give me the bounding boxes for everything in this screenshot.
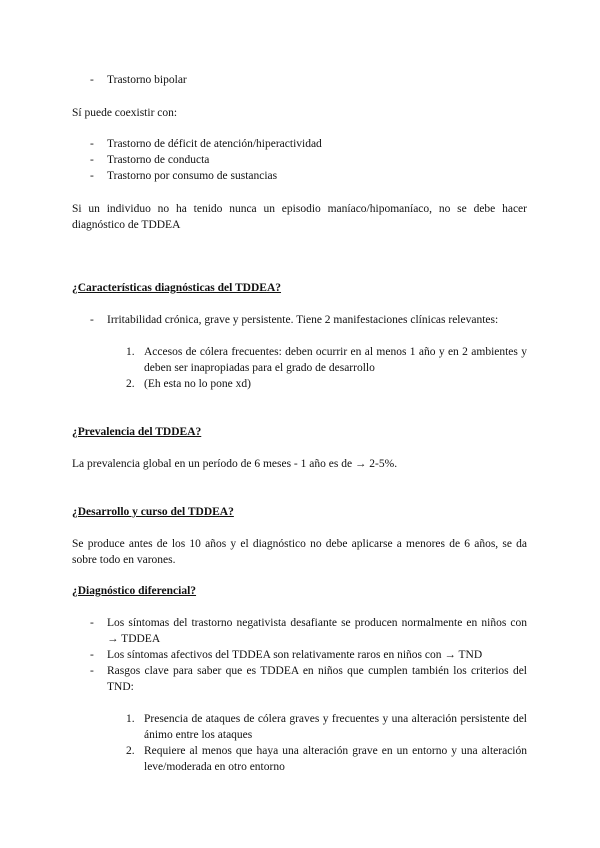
item-number: 2. — [126, 378, 135, 390]
list-item: - Trastorno de déficit de atención/hiperactividad — [72, 136, 527, 152]
caracteristicas-numbered-list — [72, 344, 527, 392]
numbered-item — [72, 376, 527, 392]
item-number: 1. — [126, 713, 135, 725]
item-text: Presencia de ataques de cólera graves y frecuentes y una alteración persistente del ánimo entre los ataques — [144, 713, 527, 741]
list-item: - Rasgos clave para saber que es TDDEA en niños que cumplen también los criterios del TND: — [72, 663, 527, 695]
item-text: Requiere al menos que haya una alteración grave en un entorno y una alteración leve/moderada en otro entorno — [144, 745, 527, 773]
heading-desarrollo: ¿Desarrollo y curso del TDDEA? — [72, 506, 234, 518]
heading-caracteristicas: ¿Características diagnósticas del TDDEA? — [72, 282, 282, 294]
numbered-item — [72, 711, 527, 743]
desarrollo-text: Se produce antes de los 10 años y el diagnóstico no debe aplicarse a menores de 6 años, se da sobre todo en varones. — [72, 538, 527, 566]
list-item: - Irritabilidad crónica, grave y persistente. Tiene 2 manifestaciones clínicas relevantes: — [72, 312, 527, 328]
list-item: - Trastorno bipolar — [72, 72, 527, 88]
list-item: - Los síntomas afectivos del TDDEA son relativamente raros en niños con → TND — [72, 647, 527, 663]
coexist-list — [72, 136, 527, 184]
list-item: - Trastorno de conducta — [72, 152, 527, 168]
item-text: Accesos de cólera frecuentes: deben ocurrir en al menos 1 año y en 2 ambientes y deben ser inapropiadas para el grado de desarrollo — [144, 346, 527, 374]
heading-prevalencia: ¿Prevalencia del TDDEA? — [72, 426, 202, 438]
numbered-item — [72, 344, 527, 376]
diferencial-numbered-list — [72, 711, 527, 775]
caracteristicas-list — [72, 312, 527, 328]
heading-diferencial: ¿Diagnóstico diferencial? — [72, 585, 197, 597]
item-number: 2. — [126, 745, 135, 757]
top-list — [72, 72, 527, 88]
item-text: (Eh esta no lo pone xd) — [144, 378, 251, 390]
diferencial-list — [72, 615, 527, 695]
list-item: - Los síntomas del trastorno negativista desafiante se producen normalmente en niños con → TDDEA — [72, 615, 527, 647]
coexist-intro: Sí puede coexistir con: — [72, 107, 178, 119]
item-number: 1. — [126, 346, 135, 358]
prevalencia-text: La prevalencia global en un período de 6 meses - 1 año es de → 2-5%. — [72, 458, 398, 470]
list-item: - Trastorno por consumo de sustancias — [72, 168, 527, 184]
numbered-item — [72, 743, 527, 775]
note-paragraph: Si un individuo no ha tenido nunca un episodio maníaco/hipomaníaco, no se debe hacer diagnóstico de TDDEA — [72, 203, 527, 231]
